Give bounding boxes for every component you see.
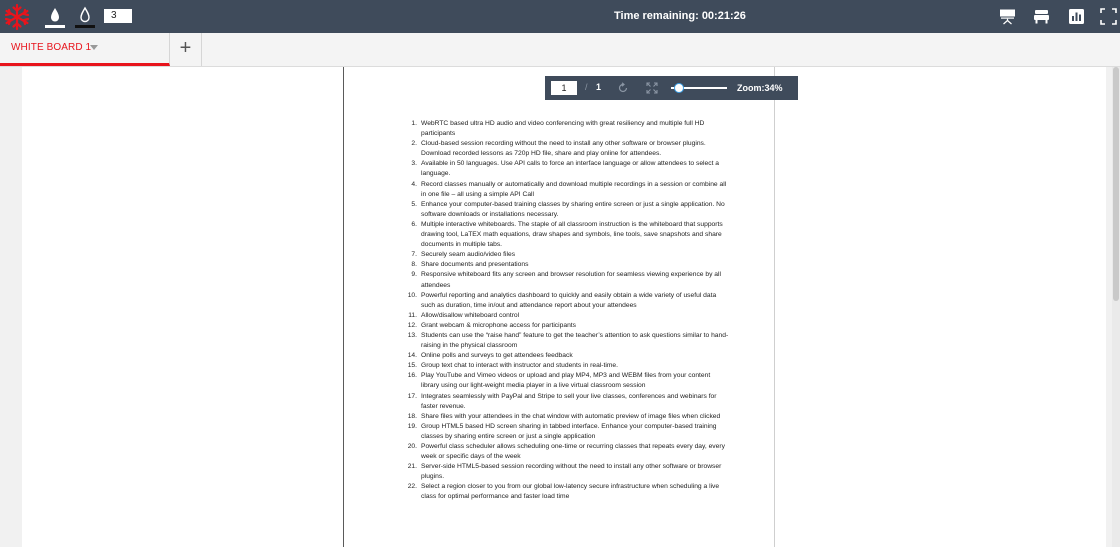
list-item: [400, 412, 730, 422]
list-item: [400, 291, 730, 311]
list-item: [400, 361, 730, 371]
list-item-text: WebRTC based ultra HD audio and video conferencing with great resiliency and multiple full HD participants: [421, 120, 705, 138]
list-item-number: 17.: [407, 392, 417, 400]
list-item-number: 13.: [407, 331, 417, 339]
list-item-text: Multiple interactive whiteboards. The staple of all classroom instruction is the whiteboard that supports drawing tool, LaTEX math equations, draw shapes and symbols, line tools, save snapshots and share documents in multiple tabs.: [421, 220, 723, 249]
list-item: [400, 422, 730, 442]
presenter-icon[interactable]: [999, 8, 1016, 25]
list-item: [400, 371, 730, 391]
list-item-number: 10.: [407, 291, 417, 299]
fill-drop-icon: [45, 6, 65, 24]
list-item-text: Available in 50 languages. Use API calls to force an interface language or allow attendees to select a language.: [421, 160, 720, 178]
top-toolbar: [0, 0, 1120, 33]
whiteboard-tab-bar: [0, 33, 1120, 67]
stroke-color-tool[interactable]: [75, 6, 95, 28]
stroke-drop-icon: [75, 6, 95, 24]
list-item-number: 7.: [411, 251, 417, 259]
list-item-number: 2.: [411, 140, 417, 148]
snowflake-logo[interactable]: [2, 3, 32, 31]
list-item-text: Online polls and surveys to get attendees feedback: [421, 352, 573, 360]
rotate-icon[interactable]: [617, 82, 629, 94]
stroke-color-swatch: [75, 25, 95, 28]
list-item-text: Cloud-based session recording without the need to install any other software or browser plugins. Download recorded lessons as 720p HD file, share and play online for attendees.: [421, 140, 706, 158]
list-item: [400, 250, 730, 260]
list-item-number: 14.: [407, 352, 417, 360]
page-number-input[interactable]: [551, 81, 577, 95]
list-item-text: Record classes manually or automatically and download multiple recordings in a session or combine all in one file – all using a simple API Call: [421, 180, 727, 198]
list-item: [400, 139, 730, 159]
zoom-level: Zoom:34%: [737, 83, 783, 93]
list-item-number: 18.: [407, 412, 417, 420]
list-item: [400, 331, 730, 351]
list-item: [400, 260, 730, 270]
list-item-text: Server-side HTML5-based session recording without the need to install any other software or browser plugins.: [421, 463, 722, 481]
list-item: [400, 200, 730, 220]
classroom-icon[interactable]: [1033, 8, 1050, 25]
list-item-number: 15.: [407, 362, 417, 370]
list-item: [400, 159, 730, 179]
list-item-number: 6.: [411, 220, 417, 228]
list-item-text: Enhance your computer-based training classes by sharing entire screen or just a single application. No software downloads or installations necessary.: [421, 200, 725, 218]
list-item: [400, 220, 730, 250]
list-item: [400, 321, 730, 331]
document-pager: [545, 76, 798, 100]
add-tab-button[interactable]: +: [170, 33, 202, 66]
list-item-text: Students can use the “raise hand” feature to get the teacher’s attention to ask questions similar to hand-raising in the physical classroom: [421, 331, 729, 350]
list-item-number: 8.: [411, 261, 417, 269]
scrollbar-thumb[interactable]: [1113, 67, 1119, 301]
list-item-number: 16.: [407, 372, 417, 380]
list-item-text: Play YouTube and Vimeo videos or upload and play MP4, MP3 and WEBM files from your content library using our light-weight media player in a live virtual classroom session: [421, 372, 711, 390]
zoom-slider-handle[interactable]: [674, 83, 684, 93]
fit-page-icon[interactable]: [646, 82, 658, 94]
list-item-number: 1.: [411, 120, 417, 127]
list-item-number: 5.: [411, 200, 417, 208]
document-feature-list: [400, 119, 730, 503]
list-item-text: Allow/disallow whiteboard control: [421, 311, 520, 319]
list-item-number: 20.: [407, 443, 417, 450]
fill-color-tool[interactable]: [45, 6, 65, 28]
page-total: 1: [596, 82, 602, 92]
list-item-text: Powerful reporting and analytics dashboard to quickly and easily obtain a wide variety of useful data such as duration, time in/out and attendance report about your attendees: [421, 291, 717, 309]
list-item-text: Integrates seamlessly with PayPal and Stripe to sell your live classes, conferences and webinars for faster revenue.: [421, 392, 717, 410]
list-item: [400, 442, 730, 462]
fill-color-swatch: [45, 25, 65, 28]
list-item-text: Group text chat to interact with instructor and students in real-time.: [421, 362, 619, 370]
list-item-text: Share documents and presentations: [421, 261, 529, 269]
list-item: [400, 180, 730, 200]
list-item-number: 11.: [408, 311, 417, 319]
list-item: [400, 270, 730, 290]
list-item: [400, 351, 730, 361]
list-item-number: 19.: [407, 422, 417, 430]
page-separator: /: [585, 82, 588, 92]
list-item-number: 21.: [407, 463, 417, 471]
list-item-text: Securely seam audio/video files: [421, 251, 516, 259]
list-item-text: Grant webcam & microphone access for participants: [421, 321, 576, 329]
poll-chart-icon[interactable]: [1068, 8, 1085, 25]
list-item: [400, 392, 730, 412]
fullscreen-icon[interactable]: [1100, 8, 1117, 25]
list-item: [400, 462, 730, 482]
list-item-number: 4.: [411, 180, 417, 188]
list-item-text: Share files with your attendees in the chat window with automatic preview of image files when clicked: [421, 412, 721, 420]
list-item-text: Powerful class scheduler allows scheduling one-time or recurring classes that repeats every day, every week or specific days of the week: [421, 443, 725, 461]
list-item-number: 3.: [411, 160, 417, 168]
tab-white-board-1[interactable]: [0, 33, 170, 66]
list-item: [400, 311, 730, 321]
list-item-text: Select a region closer to you from our global low-latency secure infrastructure when scheduling a live class for optimal performance and faster load time: [421, 483, 720, 501]
list-item-text: Responsive whiteboard fits any screen and browser resolution for seamless viewing experience by all attendees: [421, 271, 721, 289]
list-item-number: 9.: [411, 271, 417, 279]
list-item-number: 12.: [407, 321, 417, 329]
list-item-number: 22.: [407, 483, 417, 491]
list-item-text: Group HTML5 based HD screen sharing in tabbed interface. Enhance your computer-based training classes by sharing entire screen or just a single application: [421, 422, 717, 440]
chevron-down-icon[interactable]: [90, 45, 98, 50]
tab-label: WHITE BOARD 1: [11, 42, 92, 53]
time-remaining: Time remaining: 00:21:26: [614, 10, 746, 22]
list-item: [400, 482, 730, 502]
brush-size-input[interactable]: 3: [104, 9, 132, 23]
list-item: [400, 119, 730, 139]
